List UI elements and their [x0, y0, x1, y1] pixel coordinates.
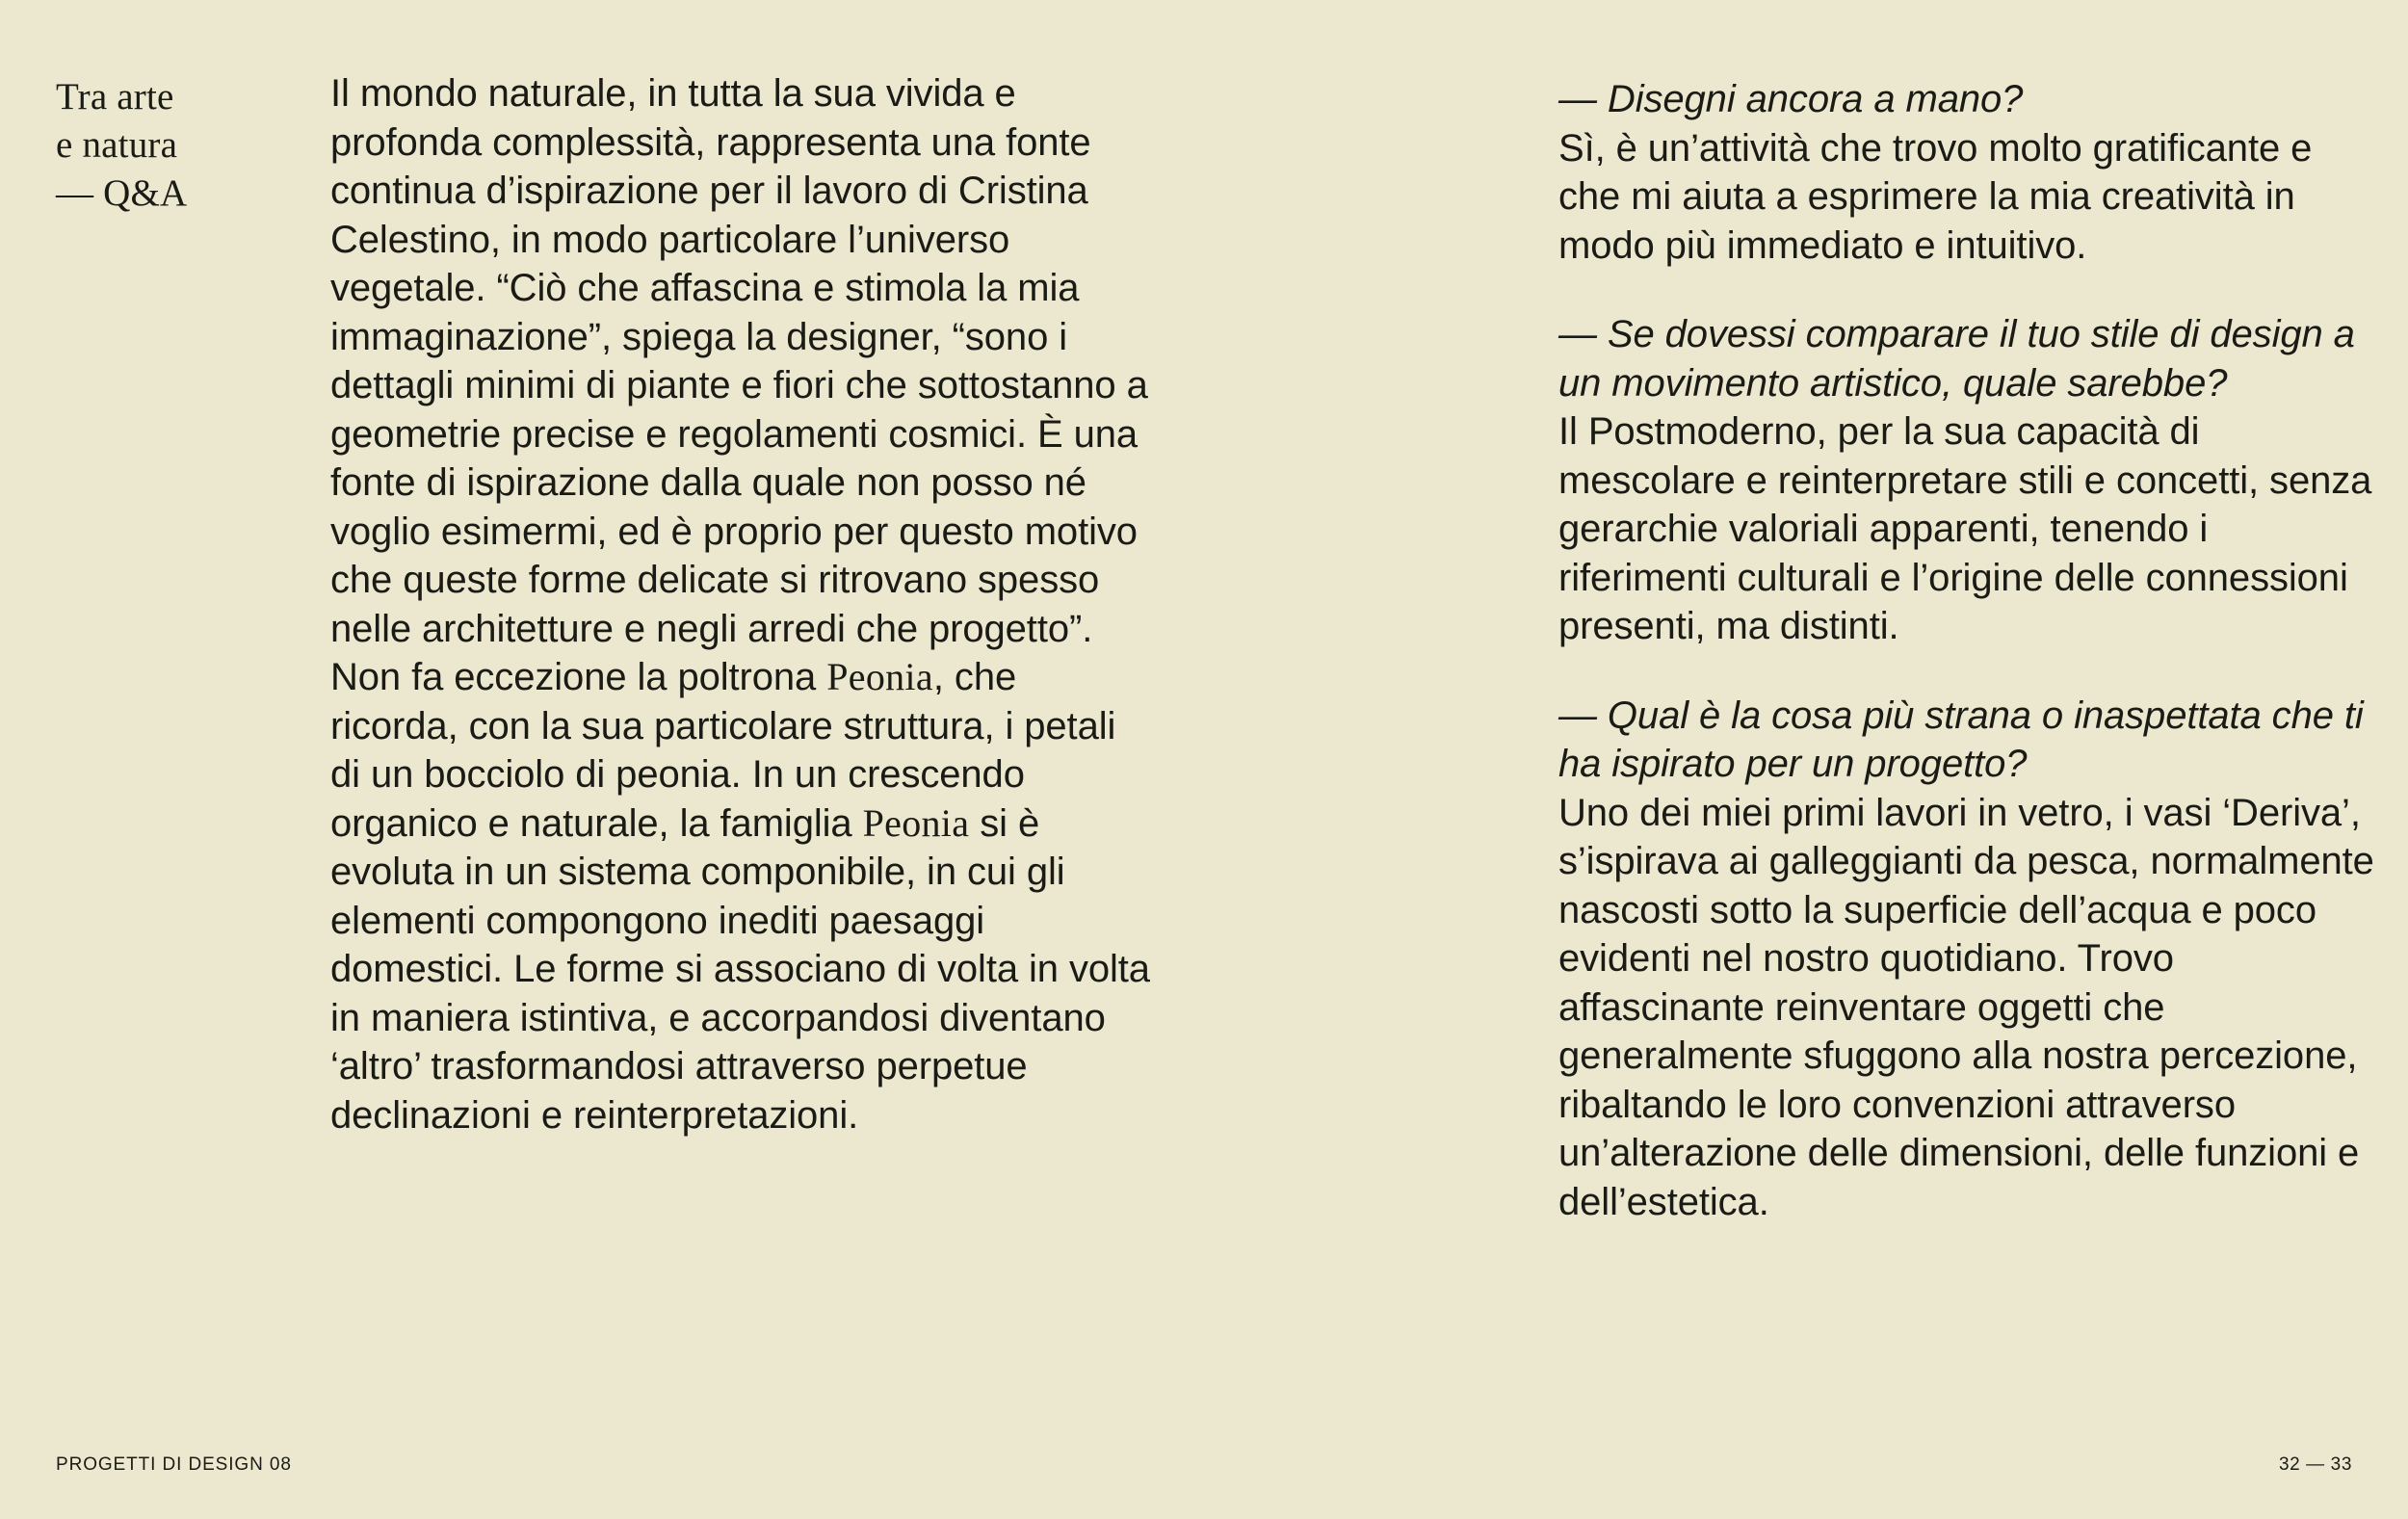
- qa-question: — Disegni ancora a mano?: [1558, 78, 2024, 120]
- qa-answer: Uno dei miei primi lavori in vetro, i vasi ‘Deriva’, s’ispirava ai galleggianti da pesca, normalmente nascosti sotto la superficie dell’acqua e poco evidenti nel nostro quotidiano. Trovo affascinante reinventare oggetti che generalmente sfuggono alla nostra percezione, ribaltando le loro convenzioni attraverso un’alterazione delle dimensioni, delle funzioni e dell’estetica.: [1558, 791, 2374, 1223]
- qa-answer: Il Postmoderno, per la sua capacità di mescolare e reinterpretare stili e concetti, senza gerarchie valoriali apparenti, tenendo i riferimenti culturali e l’origine delle connessioni presenti, ma distinti.: [1558, 410, 2372, 647]
- intro-text-part-3: si è evoluta in un sistema componibile, in cui gli elementi compongono inediti paesaggi domestici. Le forme si associano di volta in volta in maniera istintiva, e accorpandosi diventano ‘altro’ trasformandosi attraverso perpetue declinazioni e reinterpretazioni.: [330, 801, 1150, 1137]
- intro-paragraph: [330, 69, 1154, 1139]
- right-column-qa: [1558, 75, 2377, 1226]
- section-label-line-1: Tra arte: [56, 76, 174, 118]
- product-name-peonia-1: Peonia: [826, 655, 933, 698]
- qa-question: — Se dovessi comparare il tuo stile di design a un movimento artistico, quale sarebbe?: [1558, 313, 2355, 405]
- section-label: [56, 69, 330, 1139]
- qa-item: [1558, 310, 2377, 651]
- qa-item: [1558, 692, 2377, 1227]
- footer-publication-title: PROGETTI DI DESIGN 08: [56, 1454, 292, 1475]
- product-name-peonia-2: Peonia: [862, 800, 970, 845]
- footer-page-numbers: 32 — 33: [2278, 1454, 2352, 1475]
- intro-text-part-1: Il mondo naturale, in tutta la sua vivida e profonda complessità, rappresenta una fonte continua d’ispirazione per il lavoro di Cristina Celestino, in modo particolare l’universo vegetale. “Ciò che affascina e stimola la mia immaginazione”, spiega la designer, “sono i dettagli minimi di piante e fiori che sottostanno a geometrie precise e regolamenti cosmici. È una fonte di ispirazione dalla quale non posso né voglio esimermi, ed è proprio per questo motivo che queste forme delicate si ritrovano spesso nelle architetture e negli arredi che progetto”. Non fa eccezione la poltrona: [330, 72, 1148, 698]
- intro-body-text: [330, 69, 1154, 1139]
- qa-question: — Qual è la cosa più strana o inaspettata che ti ha ispirato per un progetto?: [1558, 694, 2364, 785]
- qa-item: [1558, 75, 2377, 270]
- qa-answer: Sì, è un’attività che trovo molto gratificante e che mi aiuta a esprimere la mia creatività in modo più immediato e intuitivo.: [1558, 126, 2313, 267]
- intro-text-part-2: , che ricorda, con la sua particolare struttura, i petali di un bocciolo di peonia. In un crescendo organico e naturale, la famiglia: [330, 656, 1116, 845]
- page-footer: [0, 1454, 2408, 1478]
- left-column: [56, 69, 1154, 1139]
- section-label-line-3: — Q&A: [56, 172, 188, 214]
- section-label-line-2: e natura: [56, 124, 178, 166]
